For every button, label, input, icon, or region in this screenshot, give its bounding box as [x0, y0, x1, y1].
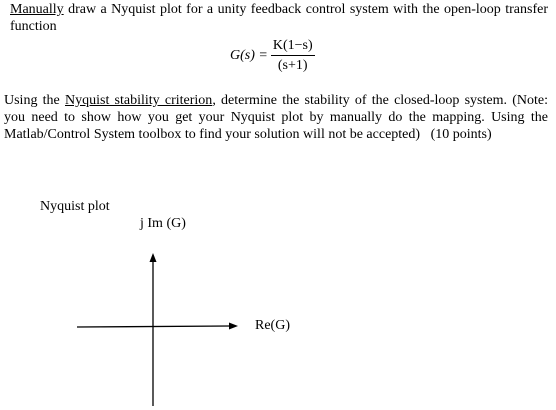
- equation-numerator: K(1−s): [271, 38, 315, 56]
- points-label: (10 points): [430, 127, 492, 142]
- real-axis-arrowhead: [229, 323, 238, 330]
- equation-lhs: G(s) =: [230, 48, 268, 63]
- real-axis-label: Re(G): [255, 318, 290, 333]
- question-intro-text: draw a Nyquist plot for a unity feedback control system with the open-loop transfer function: [10, 2, 548, 34]
- imaginary-axis-arrowhead: [150, 253, 157, 262]
- nyquist-plot-title: Nyquist plot: [40, 199, 110, 214]
- instruction-prefix: Using the: [4, 93, 65, 108]
- instruction-text: , determine the stability of the closed-loop system. (Note: you need to show how you get your Nyquist plot by manually do the mapping. Using the Matlab/Control System toolbox to find your solution will not be accepted): [4, 93, 548, 142]
- equation-denominator: (s+1): [277, 58, 308, 73]
- manually-emphasis: Manually: [10, 2, 64, 17]
- nyquist-criterion-emphasis: Nyquist stability criterion: [65, 93, 213, 108]
- imaginary-axis-label: j Im (G): [140, 216, 186, 231]
